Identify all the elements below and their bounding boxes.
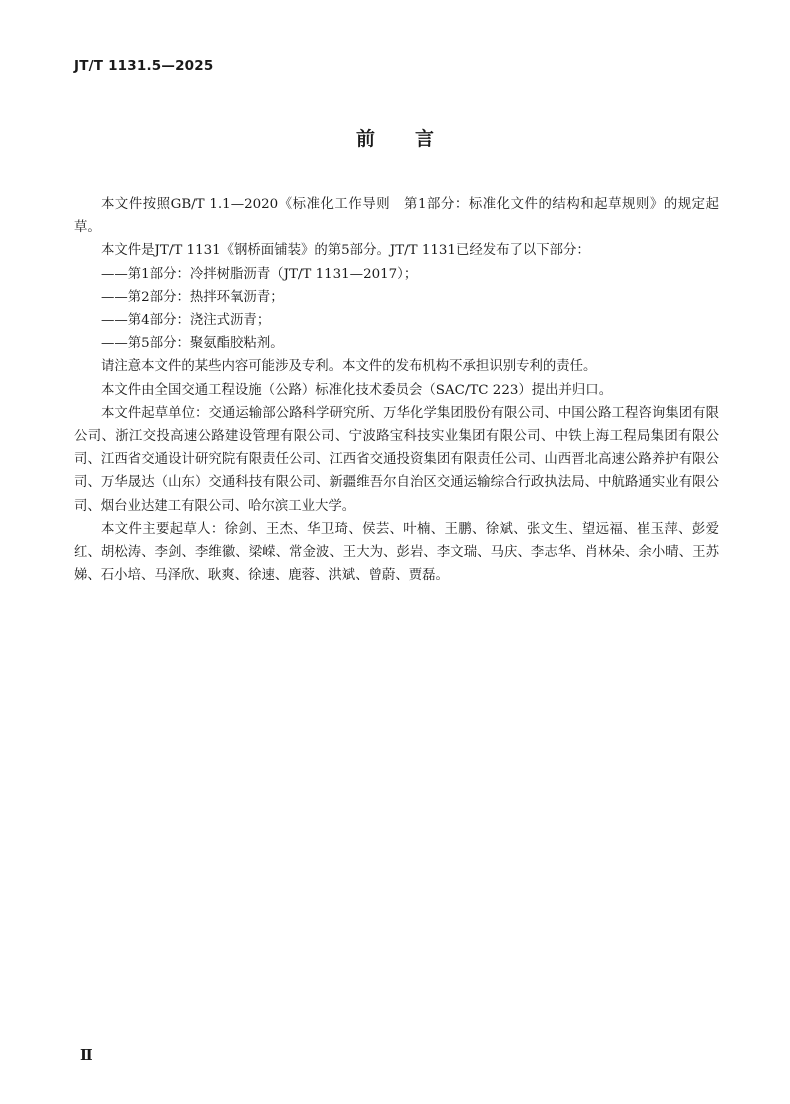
list-item-part-5: ——第5部分：聚氨酯胶粘剂。: [101, 336, 284, 352]
page-number: Ⅱ: [80, 1046, 93, 1064]
list-item-part-4: ——第4部分：浇注式沥青；: [101, 313, 271, 329]
paragraph-drafting-rules: 本文件按照GB/T 1.1—2020《标准化工作导则 第1部分：标准化文件的结构和起草规则》的规定起草。: [74, 197, 719, 236]
title-char-1: 前: [355, 128, 375, 150]
document-id-header: JT/T 1131.5—2025: [74, 58, 214, 74]
list-item-part-1: ——第1部分：冷拌树脂沥青（JT/T 1131—2017）；: [101, 266, 418, 282]
title-char-2: 言: [415, 128, 435, 150]
paragraph-proposer: 本文件由全国交通工程设施（公路）标准化技术委员会（SAC/TC 223）提出并归口。: [101, 382, 613, 398]
list-item-part-2: ——第2部分：热拌环氧沥青；: [101, 289, 284, 305]
paragraph-drafters: 本文件主要起草人：徐剑、王杰、华卫琦、侯芸、叶楠、王鹏、徐斌、张文生、望远福、崔玉萍、彭爱红、胡松涛、李剑、李维徽、梁嵘、常金波、王大为、彭岩、李文瑞、马庆、李志华、肖林朵、余小晴、王苏娣、石小培、马泽欣、耿爽、徐速、鹿蓉、洪斌、曾蔚、贾磊。: [74, 521, 719, 584]
paragraph-patent-notice: 请注意本文件的某些内容可能涉及专利。本文件的发布机构不承担识别专利的责任。: [101, 359, 597, 375]
paragraph-drafting-units: 本文件起草单位：交通运输部公路科学研究所、万华化学集团股份有限公司、中国公路工程咨询集团有限公司、浙江交投高速公路建设管理有限公司、宁波路宝科技实业集团有限公司、中铁上海工程局集团有限公司、江西省交通设计研究院有限责任公司、江西省交通投资集团有限责任公司、山西晋北高速公路养护有限公司、万华晟达（山东）交通科技有限公司、新疆维吾尔自治区交通运输综合行政执法局、中航路通实业有限公司、烟台业达建工有限公司、哈尔滨工业大学。: [74, 405, 719, 514]
page-title: [0, 124, 790, 151]
foreword-body: [74, 193, 719, 587]
paragraph-series-intro: 本文件是JT/T 1131《钢桥面铺装》的第5部分。JT/T 1131已经发布了以下部分：: [101, 243, 590, 259]
